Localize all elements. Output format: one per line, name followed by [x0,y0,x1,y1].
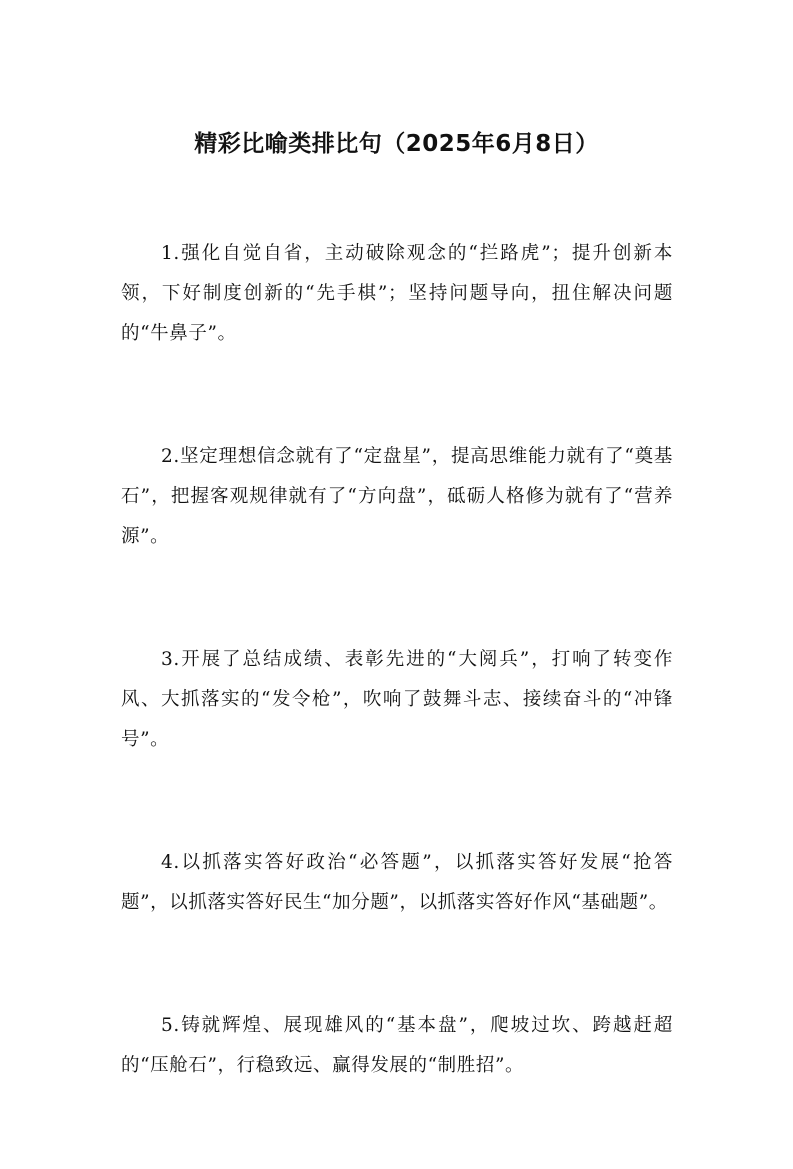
paragraph-2: 2.坚定理想信念就有了“定盘星”，提高思维能力就有了“奠基石”，把握客观规律就有了“方向盘”，砥砺人格修为就有了“营养源”。 [121,446,673,547]
paragraph-3: 3.开展了总结成绩、表彰先进的“大阅兵”，打响了转变作风、大抓落实的“发令枪”，吹响了鼓舞斗志、接续奋斗的“冲锋号”。 [121,649,673,750]
paragraph-5: 5.铸就辉煌、展现雄风的“基本盘”，爬坡过坎、跨越赶超的“压舱石”，行稳致远、赢得发展的“制胜招”。 [121,1015,673,1076]
document-title: 精彩比喻类排比句（2025年6月8日） [194,131,599,157]
paragraph-list [121,234,673,1169]
paragraph-1: 1.强化自觉自省，主动破除观念的“拦路虎”；提升创新本领，下好制度创新的“先手棋”；坚持问题导向，扭住解决问题的“牛鼻子”。 [121,243,673,344]
paragraph-4: 4.以抓落实答好政治“必答题”，以抓落实答好发展“抢答题”，以抓落实答好民生“加分题”，以抓落实答好作风“基础题”。 [121,852,673,913]
